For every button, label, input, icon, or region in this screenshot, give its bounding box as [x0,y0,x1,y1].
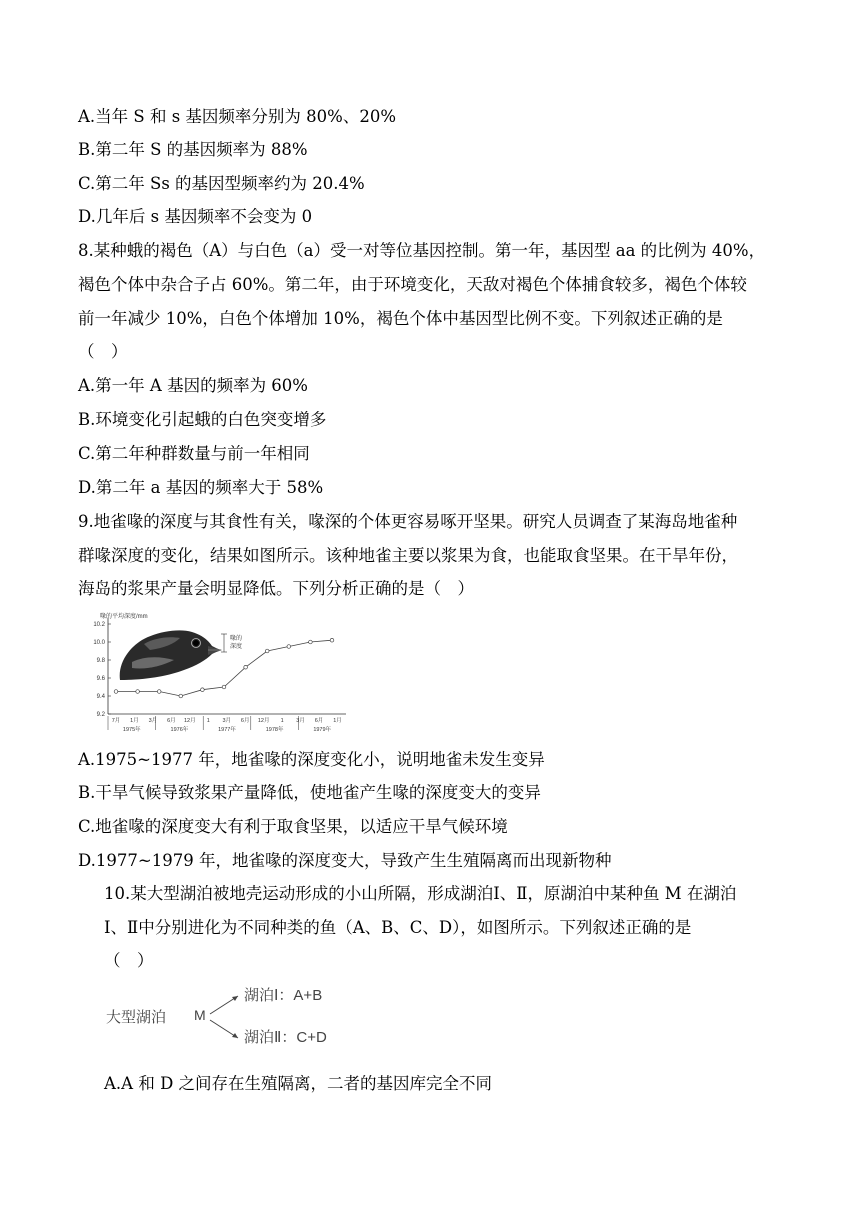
q9-stem-line-3: 海岛的浆果产量会明显降低。下列分析正确的是（ ） [78,579,474,598]
q9-option-c: C.地雀喙的深度变大有利于取食坚果，以适应干旱气候环境 [78,817,508,836]
q8-stem-line-1: 8.某种蛾的褐色（A）与白色（a）受一对等位基因控制。第一年，基因型 aa 的比例为 40%， [78,241,766,260]
data-point [265,649,269,653]
q9-option-a: A.1975~1977 年，地雀喙的深度变化小，说明地雀未发生变异 [78,750,545,769]
data-point [222,685,226,689]
q8-option-d: D.第二年 a 基因的频率大于 58% [78,478,324,497]
arrowhead-lake-2 [232,1033,238,1038]
beak-depth-label: 喙的 [230,636,243,642]
diagram-species-label: M [194,1007,206,1023]
diagram-lake-1: 湖泊Ⅰ：A+B [244,987,323,1004]
diagram-lake-2: 湖泊Ⅱ：C+D [244,1029,327,1046]
q8-stem-line-2: 褐色个体中杂合子占 60%。第二年，由于环境变化，天敌对褐色个体捕食较多，褐色个体较 [78,275,747,294]
data-point [136,690,140,694]
q8-option-b: B.环境变化引起蛾的白色突变增多 [78,410,327,429]
x-year-label: 1976年 [170,727,189,733]
x-month-label: 6月 [167,718,176,724]
y-tick-label: 9.8 [96,658,105,664]
data-point [201,688,205,692]
q8-option-a: A.第一年 A 基因的频率为 60% [78,376,308,395]
finch-photo [118,628,222,682]
y-tick-label: 10.0 [93,640,105,646]
q9-option-d: D.1977~1979 年，地雀喙的深度变大，导致产生生殖隔离而出现新物种 [78,851,612,870]
q10-option-a: A.A 和 D 之间存在生殖隔离，二者的基因库完全不同 [104,1074,493,1093]
lake-speciation-diagram [104,978,364,1050]
q9-option-b: B.干旱气候导致浆果产量降低，使地雀产生喙的深度变大的变异 [78,783,541,802]
data-point [114,690,118,694]
y-axis-title: 喙的平均深度/mm [100,614,148,620]
x-month-label: 3月 [148,718,158,724]
x-month-label: 12月 [257,718,270,724]
x-month-label: 12月 [184,718,196,724]
x-month-label: 1月 [333,718,342,724]
q7-option-c: C.第二年 Ss 的基因型频率约为 20.4% [78,174,365,193]
data-point [309,640,313,644]
data-point [179,694,183,698]
x-year-label: 1979年 [313,727,332,733]
x-year-label: 1977年 [218,727,236,733]
x-month-label: 6月 [314,718,324,724]
q7-option-d: D.几年后 s 基因频率不会变为 0 [78,207,313,226]
x-month-label: 1月 [130,718,139,724]
x-month-label: 3月 [222,718,232,724]
x-month-label: 3月 [296,718,305,724]
x-month-label: 1 [206,718,210,724]
beak-depth-label: 深度 [230,644,243,650]
q10-stem-line-2: Ⅰ、Ⅱ中分别进化为不同种类的鱼（A、B、C、D），如图所示。下列叙述正确的是 [104,918,692,937]
q7-option-a: A.当年 S 和 s 基因频率分别为 80%、20% [78,107,397,126]
data-point [330,638,334,642]
x-month-label: 6月 [240,718,250,724]
q9-stem-line-1: 9.地雀喙的深度与其食性有关，喙深的个体更容易啄开坚果。研究人员调查了某海岛地雀种 [78,512,738,531]
data-point [157,690,161,694]
q8-option-c: C.第二年种群数量与前一年相同 [78,444,310,463]
q10-answer-bracket: （ ） [104,951,154,970]
y-tick-label: 9.2 [96,712,105,718]
q8-stem-line-3: 前一年减少 10%，白色个体增加 10%，褐色个体中基因型比例不变。下列叙述正确的是 [78,309,723,328]
beak-depth-chart [84,610,356,738]
diagram-source-label: 大型湖泊 [106,1009,167,1026]
data-point [287,645,291,649]
x-year-label: 1975年 [122,727,141,733]
q8-answer-bracket: （ ） [78,342,128,361]
y-tick-label: 10.2 [93,622,105,628]
arrowhead-lake-1 [232,996,238,1001]
x-month-label: 7月 [111,718,121,724]
y-tick-label: 9.4 [96,694,105,700]
x-month-label: 1 [280,718,284,724]
q10-stem-line-1: 10.某大型湖泊被地壳运动形成的小山所隔，形成湖泊Ⅰ、Ⅱ，原湖泊中某种鱼 M 在湖泊 [104,884,737,903]
x-year-label: 1978年 [265,727,284,733]
q7-option-b: B.第二年 S 的基因频率为 88% [78,140,308,159]
y-tick-label: 9.6 [96,676,105,682]
data-point [244,665,248,669]
q9-stem-line-2: 群喙深度的变化，结果如图所示。该种地雀主要以浆果为食，也能取食坚果。在干旱年份， [78,546,738,565]
